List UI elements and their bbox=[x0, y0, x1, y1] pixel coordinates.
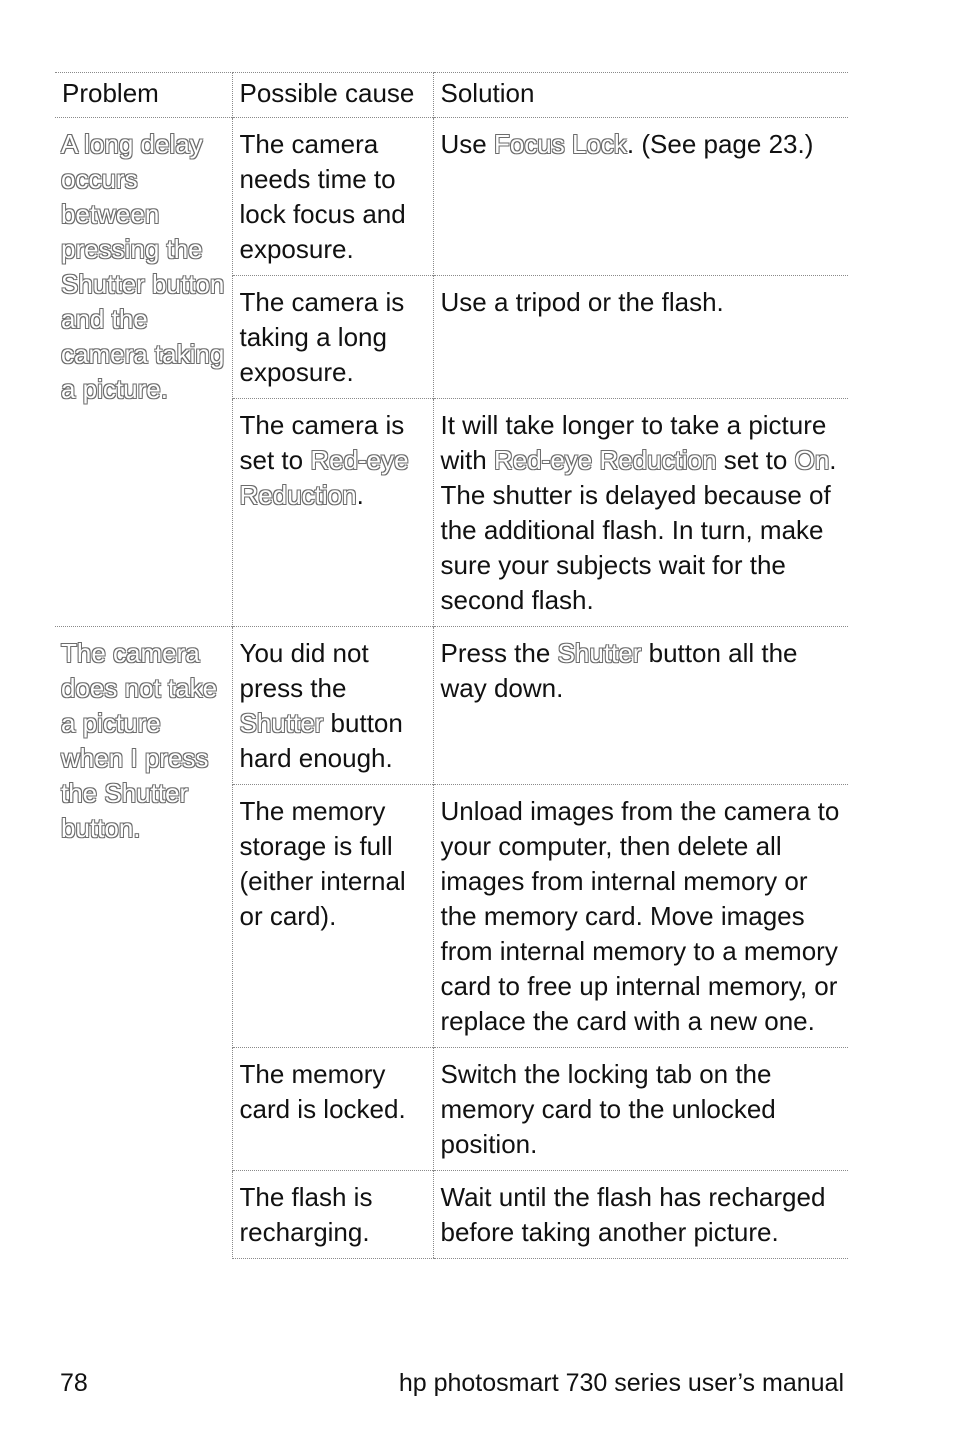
solution-cell bbox=[433, 399, 848, 627]
problem-text: The camera does not take a picture when I press the Shutter button. bbox=[61, 638, 218, 843]
header-solution: Solution bbox=[433, 73, 848, 118]
text-segment: Wait until the flash has recharged before taking another picture. bbox=[440, 1182, 826, 1247]
text-segment: Switch the locking tab on the memory card to the unlocked position. bbox=[440, 1059, 776, 1159]
text-segment: The camera needs time to lock focus and exposure. bbox=[239, 129, 406, 264]
problem-cell bbox=[55, 118, 232, 627]
cause-cell bbox=[232, 1048, 433, 1171]
text-segment: . (See page 23.) bbox=[626, 129, 814, 159]
cause-cell bbox=[232, 1171, 433, 1259]
highlighted-term: Shutter bbox=[239, 708, 324, 738]
solution-cell bbox=[433, 276, 848, 399]
text-segment: The memory card is locked. bbox=[239, 1059, 406, 1124]
text-segment: The camera is taking a long exposure. bbox=[239, 287, 405, 387]
text-segment: . bbox=[356, 480, 364, 510]
text-segment: It will take longer to take a picture with bbox=[440, 410, 827, 475]
solution-cell bbox=[433, 1048, 848, 1171]
cause-cell bbox=[232, 276, 433, 399]
cause-cell bbox=[232, 118, 433, 276]
manual-title: hp photosmart 730 series user’s manual bbox=[398, 1369, 844, 1397]
header-possible-cause: Possible cause bbox=[232, 73, 433, 118]
highlighted-term: Shutter bbox=[557, 638, 642, 668]
text-segment: Unload images from the camera to your computer, then delete all images from internal memory or the memory card. Move images from internal memory to a memory card to free up internal memory, or replace the card with a new one. bbox=[440, 796, 840, 1036]
solution-cell bbox=[433, 118, 848, 276]
highlighted-term: Red-eye Reduction bbox=[239, 445, 409, 510]
table-header-row bbox=[55, 73, 848, 118]
highlighted-term: Red-eye Reduction bbox=[493, 445, 717, 475]
problem-text: A long delay occurs between pressing the Shutter button and the camera taking a picture. bbox=[61, 129, 225, 404]
cause-cell bbox=[232, 627, 433, 785]
table-body bbox=[55, 118, 848, 1259]
text-segment: set to bbox=[716, 445, 795, 475]
text-segment: button hard enough. bbox=[239, 708, 403, 773]
text-segment: The camera is set to bbox=[239, 410, 405, 475]
solution-cell bbox=[433, 785, 848, 1048]
text-segment: The memory storage is full (either internal or card). bbox=[239, 796, 406, 931]
cause-cell bbox=[232, 399, 433, 627]
highlighted-term: Focus Lock bbox=[493, 129, 627, 159]
table-row bbox=[55, 627, 848, 785]
text-segment: . The shutter is delayed because of the additional flash. In turn, make sure your subjects wait for the second flash. bbox=[440, 445, 837, 615]
cause-cell bbox=[232, 785, 433, 1048]
table-row bbox=[55, 118, 848, 276]
header-problem: Problem bbox=[55, 73, 232, 118]
text-segment: Use bbox=[440, 129, 494, 159]
highlighted-term: On bbox=[794, 445, 830, 475]
text-segment: The flash is recharging. bbox=[239, 1182, 373, 1247]
text-segment: You did not press the bbox=[239, 638, 369, 703]
text-segment: button all the way down. bbox=[440, 638, 798, 703]
text-segment: Press the bbox=[440, 638, 558, 668]
text-segment: Use a tripod or the flash. bbox=[440, 287, 724, 317]
page-number: 78 bbox=[60, 1369, 88, 1397]
solution-cell bbox=[433, 627, 848, 785]
troubleshooting-table bbox=[55, 72, 848, 1259]
problem-cell bbox=[55, 627, 232, 1259]
solution-cell bbox=[433, 1171, 848, 1259]
